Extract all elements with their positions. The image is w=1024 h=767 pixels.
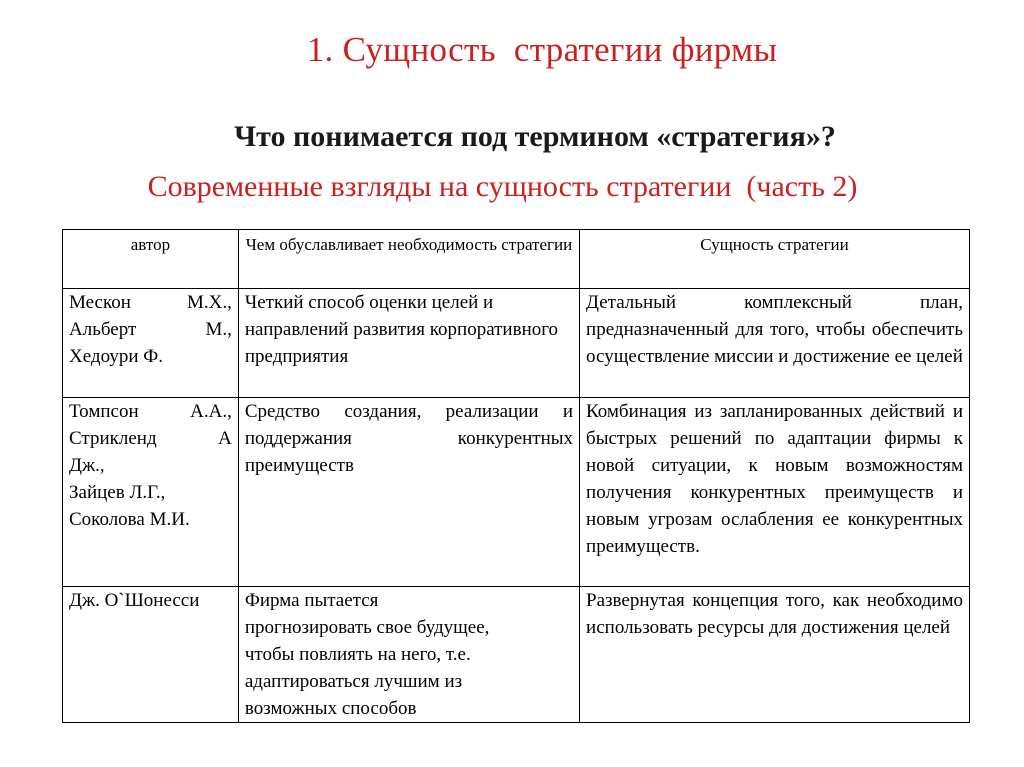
author-cell	[63, 289, 239, 398]
author-cell	[63, 398, 239, 587]
author-name: Соколова М.И.	[69, 509, 190, 530]
author-name: Дж.,	[69, 455, 105, 476]
slide-title: 1. Сущность стратегии фирмы	[306, 30, 778, 69]
header-author: автор	[63, 230, 239, 289]
author-name: Альберт М.,	[69, 319, 232, 340]
reason-cell: Четкий способ оценки целей и направлений развития корпоративного предприятия	[238, 289, 579, 398]
table-header-row	[63, 230, 970, 289]
essence-cell: Развернутая концепция того, как необходимо использовать ресурсы для достижения целей	[580, 587, 970, 723]
essence-cell: Комбинация из запланированных действий и быстрых решений по адаптации фирмы к новой ситуации, к новым возможностям получения конкурентных преимуществ и новым угрозам ослабления ее конкурентных преимуществ.	[580, 398, 970, 587]
author-cell	[63, 587, 239, 723]
author-name: Томпсон А.А.,	[69, 401, 232, 422]
reason-line: возможных способов	[244, 698, 417, 719]
reason-line: Фирма пытается	[244, 590, 379, 611]
author-name: Хедоури Ф.	[69, 346, 164, 367]
author-name: Мескон М.Х.,	[69, 292, 232, 313]
table-row	[63, 587, 970, 723]
author-name: Зайцев Л.Г.,	[69, 482, 166, 503]
author-name: Дж. О`Шонесси	[69, 590, 200, 611]
reason-cell: Средство создания, реализации и поддержания конкурентных преимуществ	[238, 398, 579, 587]
reason-line: прогнозировать свое будущее,	[244, 617, 490, 638]
slide-subtitle: Современные взгляды на сущность стратегии (часть 2)	[147, 170, 858, 203]
reason-line: чтобы повлиять на него, т.е.	[244, 644, 471, 665]
header-essence: Сущность стратегии	[580, 230, 970, 289]
reason-line: адаптироваться лучшим из	[244, 671, 463, 692]
table-row	[63, 289, 970, 398]
table-row	[63, 398, 970, 587]
header-reason: Чем обуславливает необходимость стратегии	[238, 230, 579, 289]
strategy-table	[62, 229, 970, 723]
author-name: Стрикленд А	[69, 428, 232, 449]
slide-question: Что понимается под термином «стратегия»?	[234, 120, 836, 153]
reason-cell	[238, 587, 579, 723]
essence-cell: Детальный комплексный план, предназначенный для того, чтобы обеспечить осуществление миссии и достижение ее целей	[580, 289, 970, 398]
